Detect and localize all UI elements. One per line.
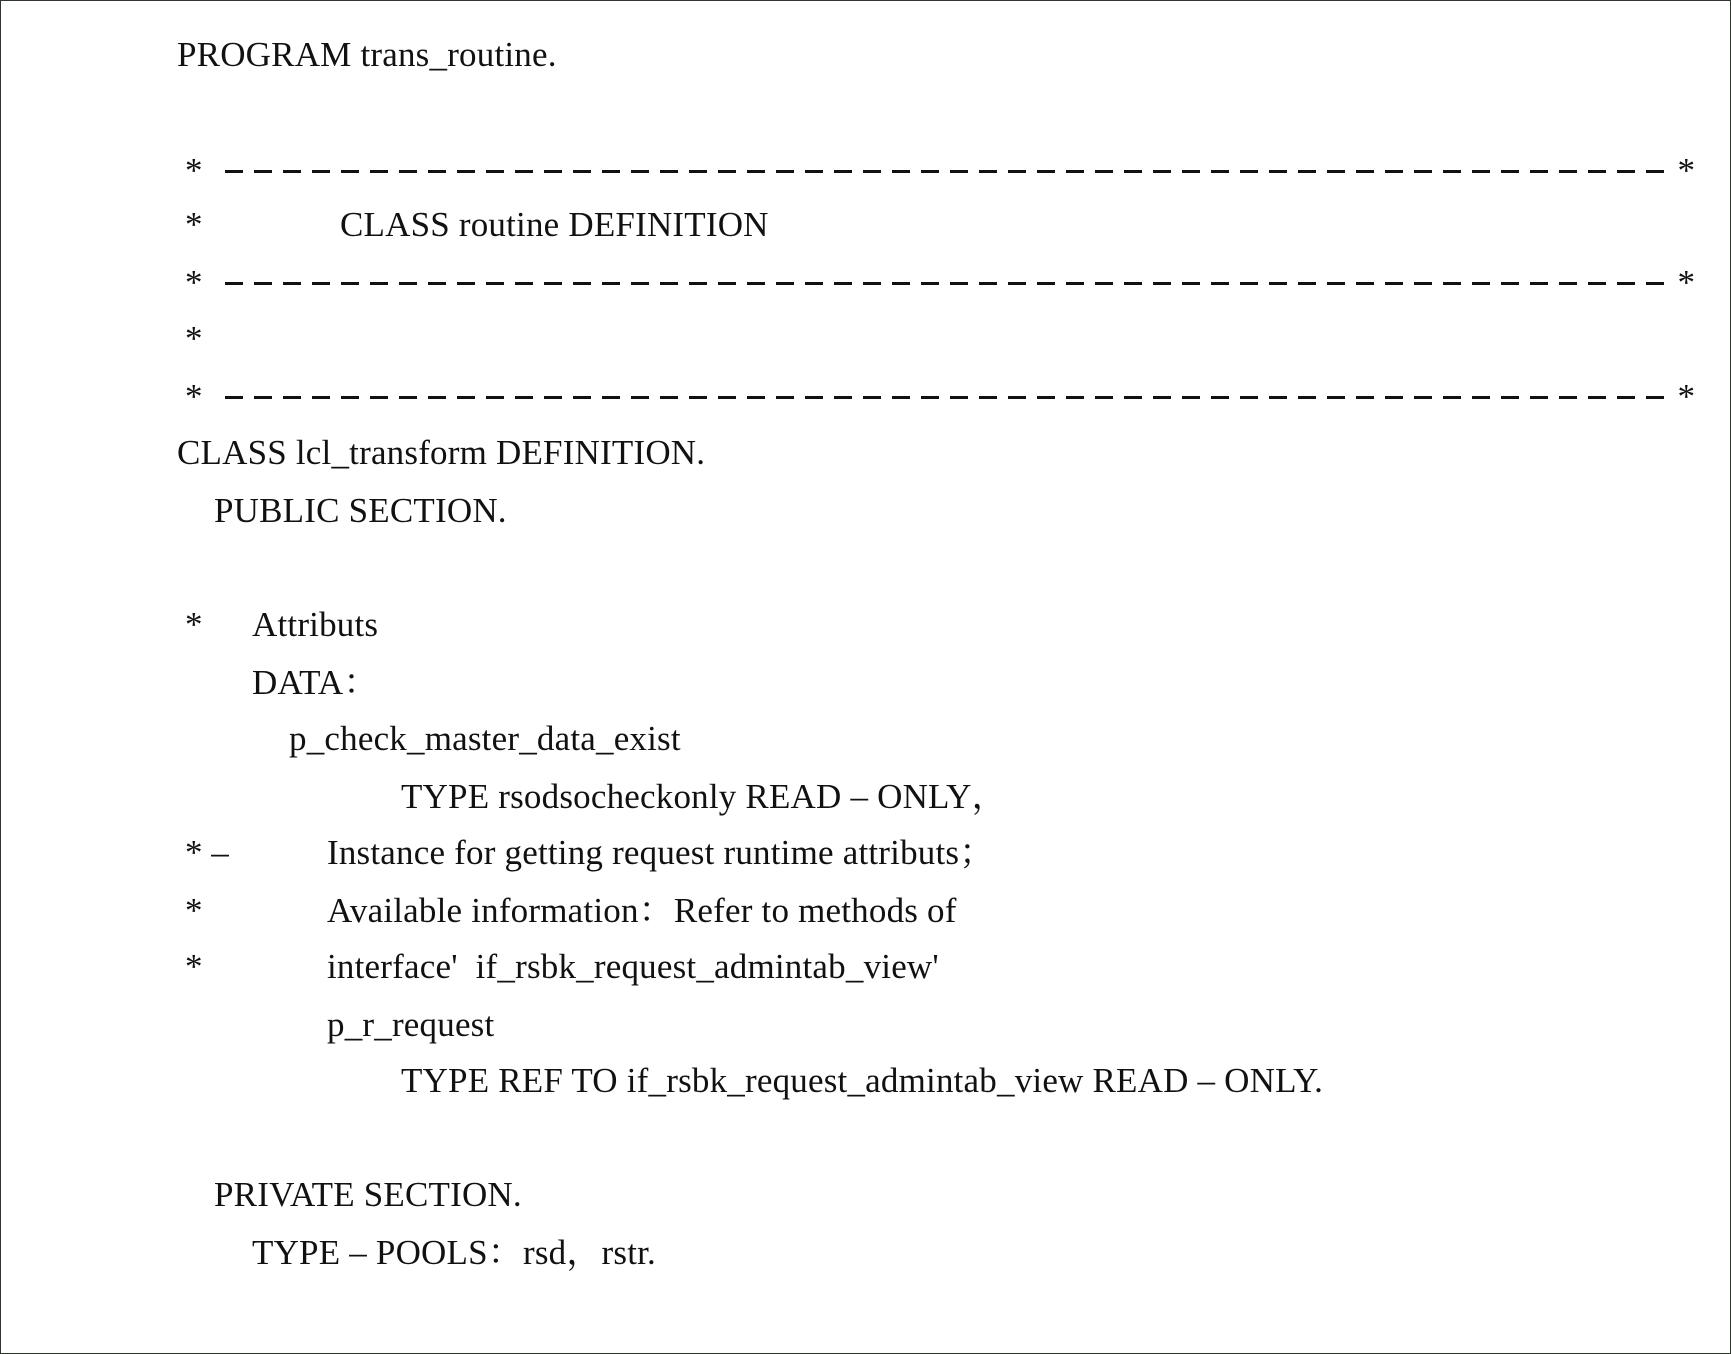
comment-star: * <box>185 947 203 986</box>
class-routine-heading: CLASS routine DEFINITION <box>340 205 769 244</box>
comment-rule-3 <box>185 377 1695 417</box>
dash-line <box>225 282 1665 285</box>
comment-rule-2 <box>185 263 1695 303</box>
attributes-comment: Attributs <box>252 605 379 644</box>
dash-line <box>225 396 1665 399</box>
comment-star-dash: * – <box>185 833 229 872</box>
request-attribute-name: p_r_request <box>327 1005 495 1044</box>
request-attribute-type: TYPE REF TO if_rsbk_request_admintab_view READ – ONLY. <box>401 1061 1324 1100</box>
comment-star: * <box>185 319 203 358</box>
data-keyword: DATA： <box>252 663 379 702</box>
class-definition: CLASS lcl_transform DEFINITION. <box>177 433 706 472</box>
comment-star: * <box>185 263 203 302</box>
instance-comment: Instance for getting request runtime attributs； <box>327 833 995 872</box>
dash-line <box>225 170 1665 173</box>
comment-star: * <box>185 605 203 644</box>
attribute-type: TYPE rsodsocheckonly READ – ONLY， <box>401 777 1007 816</box>
comment-star: * <box>185 891 203 930</box>
comment-star-end: * <box>1677 151 1695 190</box>
comment-star-end: * <box>1677 377 1695 416</box>
interface-comment: interface' if_rsbk_request_admintab_view' <box>327 947 939 986</box>
program-statement: PROGRAM trans_routine. <box>177 35 557 74</box>
private-section: PRIVATE SECTION. <box>214 1175 522 1214</box>
public-section: PUBLIC SECTION. <box>214 491 507 530</box>
type-pools: TYPE – POOLS：rsd，rstr. <box>252 1233 657 1272</box>
comment-star-end: * <box>1677 263 1695 302</box>
attribute-name: p_check_master_data_exist <box>289 719 681 758</box>
comment-star: * <box>185 205 203 244</box>
comment-star: * <box>185 151 203 190</box>
comment-rule-1 <box>185 151 1695 191</box>
comment-star: * <box>185 377 203 416</box>
available-info-comment: Available information：Refer to methods of <box>327 891 957 930</box>
